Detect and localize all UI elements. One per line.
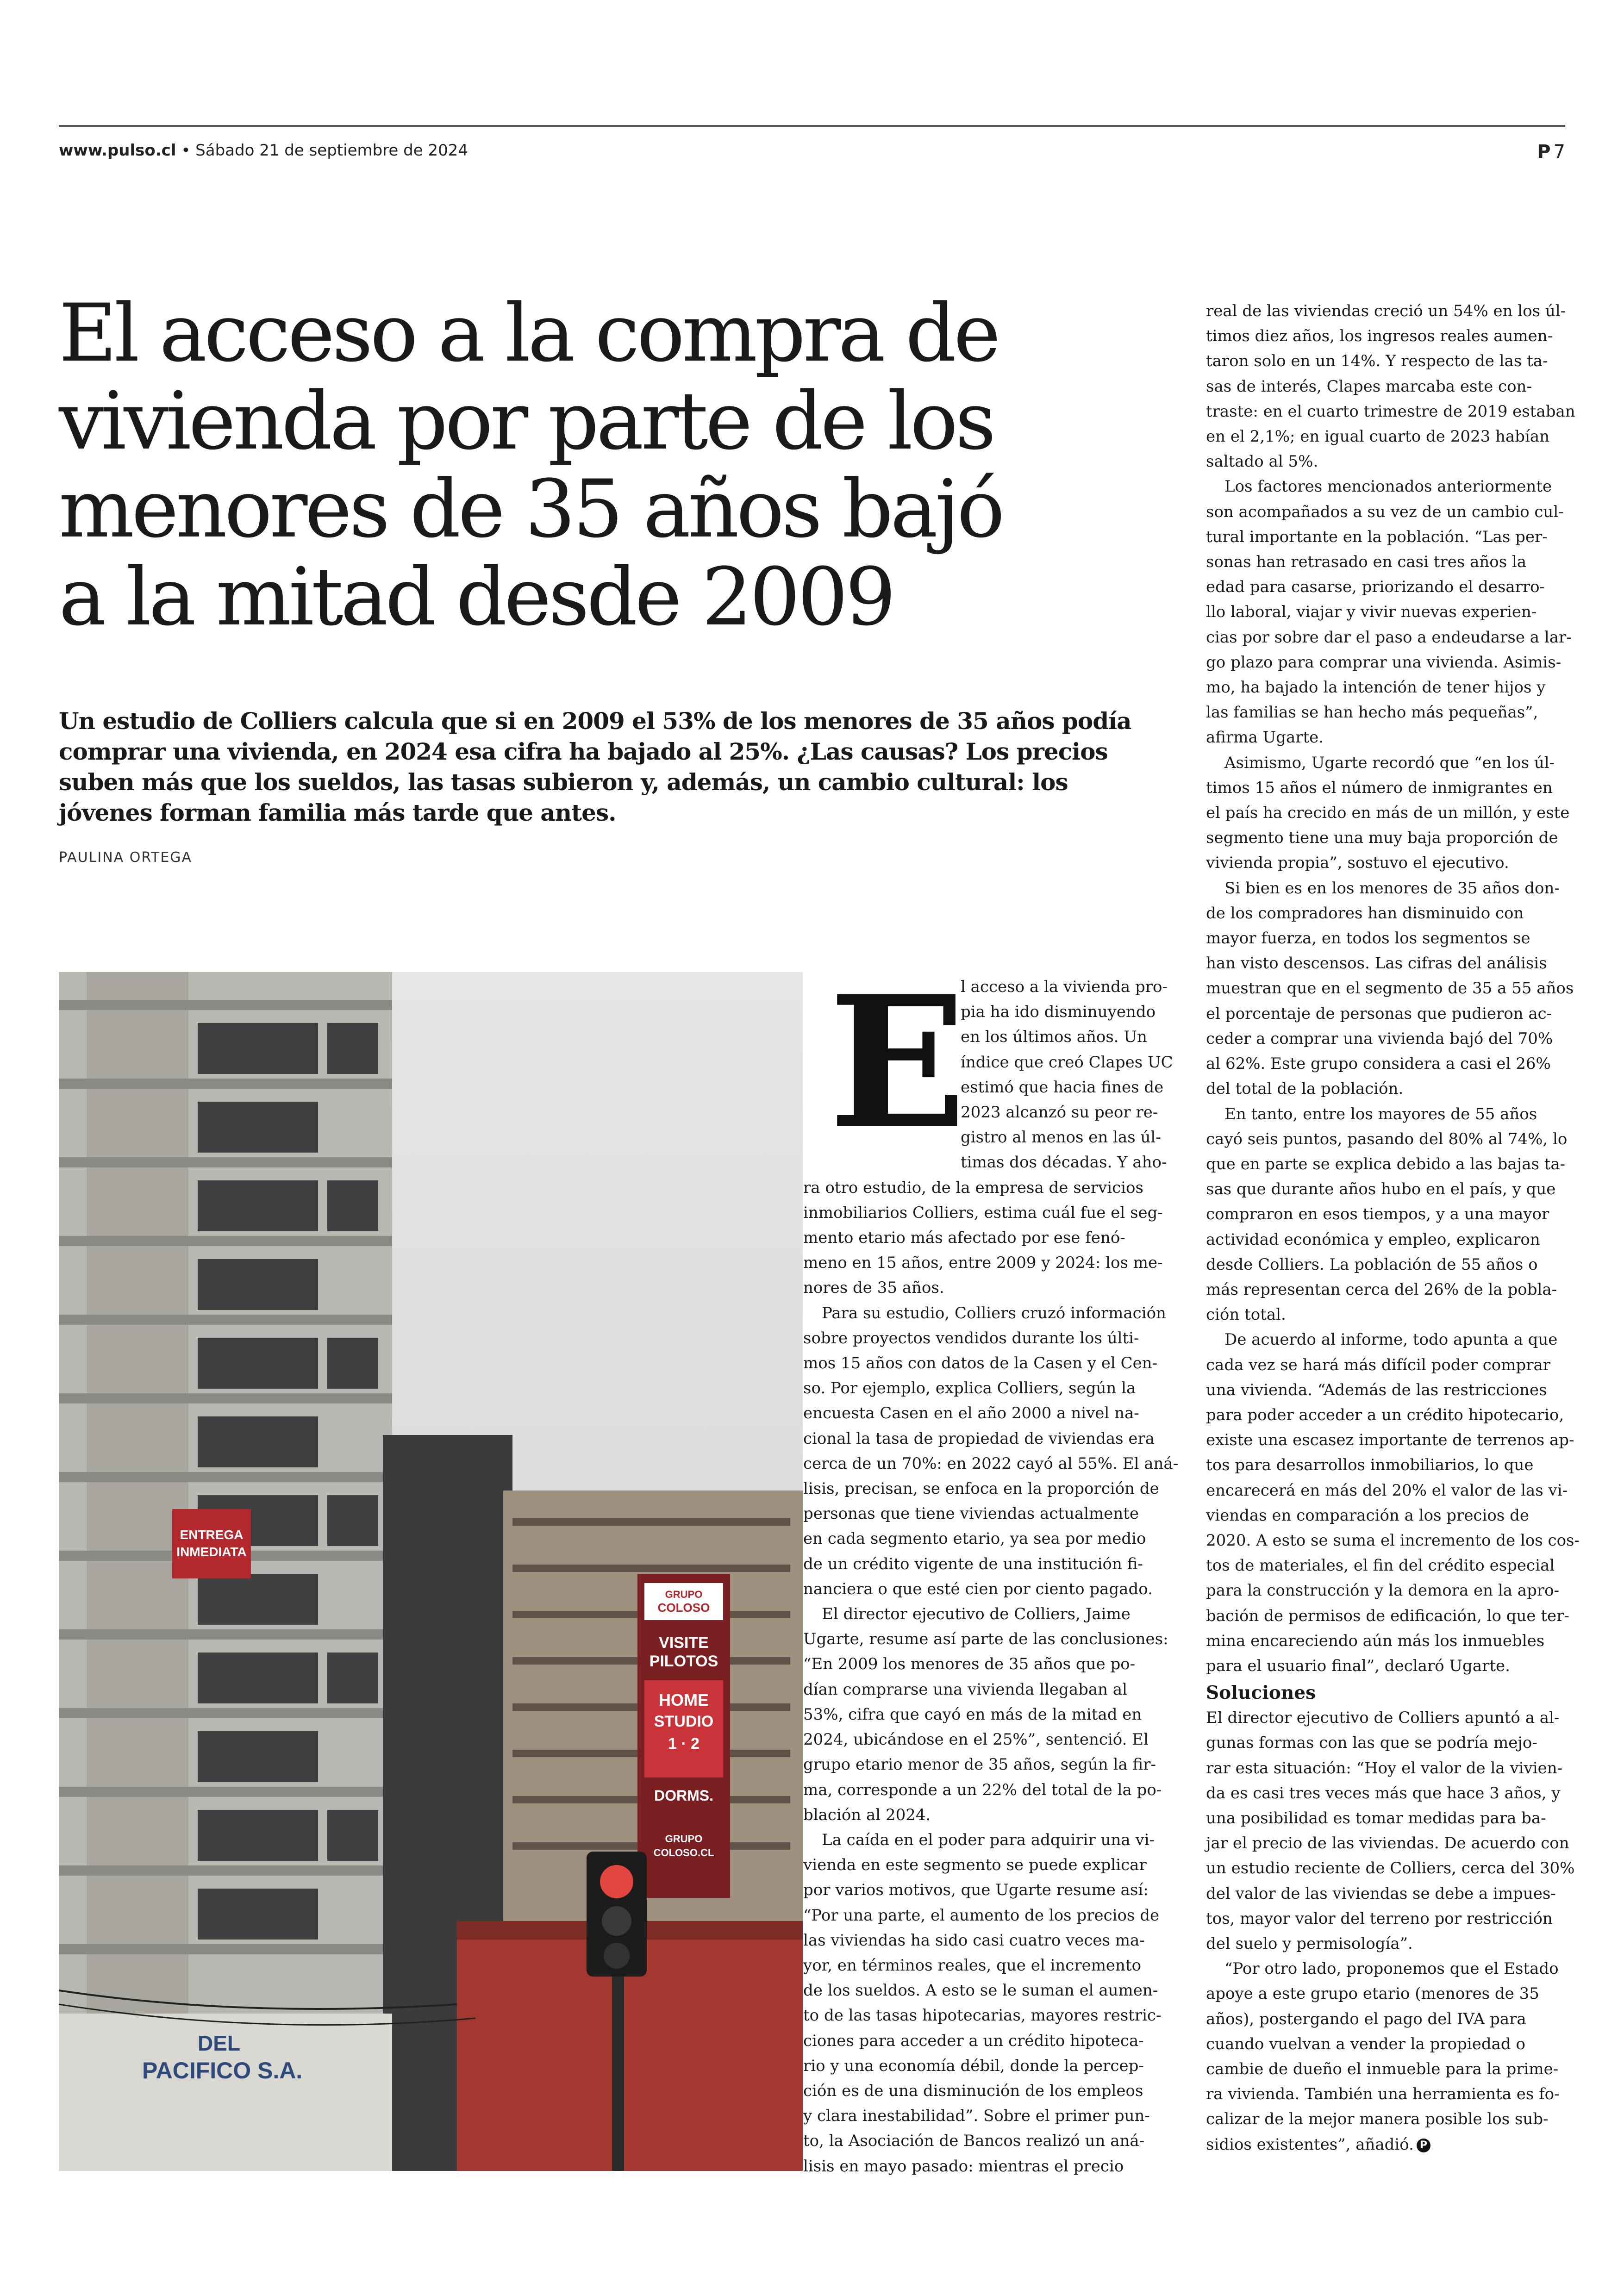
text-line: tos para desarrollos inmobiliarios, lo que — [1206, 1456, 1534, 1475]
text-line: Si bien es en los menores de 35 años don- — [1224, 879, 1560, 898]
text-line: calizar de la mejor manera posible los sub- — [1206, 2110, 1549, 2129]
photo-sign-text: PACIFICO S.A. — [142, 2058, 303, 2083]
text-line: mayor fuerza, en todos los segmentos se — [1206, 929, 1530, 948]
headline-line: vivienda por parte de los — [59, 374, 993, 468]
text-line: Ugarte, resume así parte de las conclusiones: — [803, 1630, 1168, 1649]
text-line: y clara inestabilidad”. Sobre el primer pun- — [803, 2107, 1150, 2126]
text-line: 2020. A esto se suma el incremento de los cos- — [1206, 1531, 1580, 1550]
text-line: dían comprarse una vivienda llegaban al — [803, 1680, 1127, 1699]
text-line: l acceso a la vivienda pro- — [961, 978, 1168, 996]
text-line: ción es de una disminución de los empleos — [803, 2081, 1143, 2100]
text-line: En tanto, entre los mayores de 55 años — [1224, 1104, 1537, 1123]
lead-line: comprar una vivienda, en 2024 esa cifra ha bajado al 25%. ¿Las causas? Los precios — [59, 738, 1108, 765]
body-paragraph — [1206, 876, 1572, 1102]
text-line: apoye a este grupo etario (menores de 35 — [1206, 1984, 1539, 2003]
photo-sign-text: DORMS. — [654, 1787, 713, 1804]
body-paragraph — [1206, 299, 1575, 474]
text-line: tural importante en la población. “Las per- — [1206, 527, 1548, 546]
text-line: de los compradores han disminuido con — [1206, 904, 1524, 923]
photo-sign-text: HOME — [659, 1690, 709, 1709]
end-mark-icon: P — [1417, 2139, 1430, 2152]
text-line: so. Por ejemplo, explica Colliers, según la — [803, 1379, 1136, 1398]
text-line: una vivienda. “Además de las restricciones — [1206, 1380, 1547, 1399]
text-line: mos 15 años con datos de la Casen y el Cen- — [803, 1354, 1158, 1373]
article-photo — [59, 972, 803, 2171]
body-paragraph — [1206, 1327, 1580, 1678]
text-line: al 62%. Este grupo considera a casi el 26% — [1206, 1054, 1551, 1073]
site-url[interactable]: www.pulso.cl — [59, 141, 176, 160]
text-line: segmento tiene una muy baja proporción de — [1206, 829, 1558, 848]
text-line: pia ha ido disminuyendo — [961, 1003, 1156, 1022]
text-line: go plazo para comprar una vivienda. Asimis- — [1206, 653, 1562, 672]
text-line: bación de permisos de edificación, lo que ter- — [1206, 1606, 1569, 1625]
body-column-1 — [803, 956, 1179, 2179]
text-line: La caída en el poder para adquirir una vi- — [822, 1830, 1155, 1849]
text-line: ra vivienda. También una herramienta es fo- — [1206, 2085, 1560, 2104]
text-line: rar esta situación: “Hoy el valor de la vivien- — [1206, 1759, 1563, 1777]
text-line: to, la Asociación de Bancos realizó un aná- — [803, 2132, 1145, 2151]
text-line: “Por una parte, el aumento de los precios de — [803, 1906, 1160, 1925]
text-line: viendas en comparación a los precios de — [1206, 1506, 1529, 1525]
text-line: años), postergando el pago del IVA para — [1206, 2009, 1526, 2028]
text-line: gistro al menos en las úl- — [961, 1128, 1161, 1147]
text-line: en cada segmento etario, ya sea por medio — [803, 1529, 1146, 1548]
text-line: grupo etario menor de 35 años, según la fir- — [803, 1755, 1156, 1774]
photo-sign-text: ENTREGA — [180, 1528, 244, 1542]
header-rule — [59, 125, 1565, 127]
text-line: sidios existentes”, añadió. — [1206, 2135, 1414, 2154]
photo-sign-text: GRUPO — [665, 1589, 703, 1600]
text-line: compraron en esos tiempos, y a una mayor — [1206, 1205, 1549, 1224]
photo-sign-text: DEL — [198, 2031, 240, 2055]
text-line: para la construcción y la demora en la apro- — [1206, 1581, 1560, 1600]
text-line: en los últimos años. Un — [961, 1028, 1147, 1047]
text-line: “En 2009 los menores de 35 años que po- — [803, 1655, 1136, 1674]
folio-right — [1537, 141, 1565, 162]
photo-sign-text: COLOSO — [657, 1601, 710, 1615]
text-line: encuesta Casen en el año 2000 a nivel na- — [803, 1404, 1139, 1423]
text-line: real de las viviendas creció un 54% en los úl- — [1206, 302, 1566, 320]
text-line: yor, en términos reales, que el incremento — [803, 1956, 1142, 1975]
text-line: cuando vuelvan a vender la propiedad o — [1206, 2034, 1525, 2053]
text-line: to de las tasas hipotecarias, mayores restric- — [803, 2006, 1162, 2025]
text-line: de un crédito vigente de una institución fi- — [803, 1554, 1143, 1573]
text-line: El director ejecutivo de Colliers, Jaime — [822, 1605, 1131, 1624]
photo-sign-text: PILOTOS — [649, 1653, 718, 1670]
text-line: actividad económica y empleo, explicaron — [1206, 1230, 1540, 1249]
text-line: sobre proyectos vendidos durante los últi- — [803, 1328, 1139, 1347]
text-line: Asimismo, Ugarte recordó que “en los úl- — [1224, 753, 1555, 772]
text-line: timos 15 años el número de inmigrantes en — [1206, 778, 1553, 797]
byline: PAULINA ORTEGA — [59, 849, 193, 866]
lead-line: Un estudio de Colliers calcula que si en 2009 el 53% de los menores de 35 años podía — [59, 707, 1131, 735]
text-line: del valor de las viviendas se debe a impues- — [1206, 1884, 1556, 1903]
text-line: para el usuario final”, declaró Ugarte. — [1206, 1656, 1510, 1675]
text-line: del suelo y permisología”. — [1206, 1934, 1413, 1953]
text-line: tos, mayor valor del terreno por restricción — [1206, 1909, 1553, 1928]
body-paragraph — [803, 1602, 1179, 1827]
text-line: cias por sobre dar el paso a endeudarse a lar- — [1206, 628, 1572, 647]
lead-paragraph — [59, 706, 1179, 828]
text-line: cayó seis puntos, pasando del 80% al 74%, lo — [1206, 1129, 1568, 1148]
text-line: meno en 15 años, entre 2009 y 2024: los me- — [803, 1254, 1163, 1272]
headline-line: menores de 35 años bajó — [59, 462, 1002, 555]
text-line: El director ejecutivo de Colliers apuntó a al- — [1206, 1709, 1560, 1727]
text-line: por varios motivos, que Ugarte resume así: — [803, 1881, 1149, 1900]
body-paragraph — [803, 1827, 1179, 2179]
text-line: nores de 35 años. — [803, 1278, 944, 1297]
text-line: más representan cerca del 26% de la pobla- — [1206, 1280, 1557, 1299]
page-mark: P — [1537, 141, 1551, 162]
text-line: que en parte se explica debido a las bajas ta- — [1206, 1154, 1566, 1173]
text-line: vivienda propia”, sostuvo el ejecutivo. — [1206, 854, 1509, 873]
text-line: da es casi tres veces más que hace 3 años, y — [1206, 1784, 1561, 1802]
body-paragraph — [1206, 750, 1572, 876]
headline-line: a la mitad desde 2009 — [59, 550, 893, 643]
text-line: De acuerdo al informe, todo apunta a que — [1224, 1330, 1558, 1349]
text-line: existe una escasez importante de terrenos ap- — [1206, 1431, 1574, 1450]
text-line: un estudio reciente de Colliers, cerca del 30% — [1206, 1859, 1575, 1878]
text-line: inmobiliarios Colliers, estima cuál fue el seg- — [803, 1203, 1163, 1222]
text-line: sas de interés, Clapes marcaba este con- — [1206, 377, 1532, 396]
text-line: ceder a comprar una vivienda bajó del 70% — [1206, 1029, 1553, 1048]
lead-line: jóvenes forman familia más tarde que antes. — [59, 799, 616, 826]
text-line: muestran que en el segmento de 35 a 55 años — [1206, 979, 1574, 998]
photo-sign-text: VISITE — [659, 1634, 709, 1652]
text-line: jar el precio de las viviendas. De acuerdo con — [1206, 1834, 1569, 1853]
body-paragraph — [803, 956, 1179, 1301]
text-line: ciones para acceder a un crédito hipoteca- — [803, 2031, 1144, 2050]
photo-sign-text: COLOSO.CL — [653, 1847, 714, 1858]
text-line: afirma Ugarte. — [1206, 728, 1324, 747]
text-line: una posibilidad es tomar medidas para ba- — [1206, 1809, 1546, 1827]
text-line: para poder acceder a un crédito hipotecario, — [1206, 1405, 1564, 1424]
text-line: estimó que hacia fines de — [961, 1078, 1164, 1097]
drop-cap: E — [829, 956, 967, 1168]
text-line: en el 2,1%; en igual cuarto de 2023 habían — [1206, 427, 1549, 446]
text-line: edad para casarse, priorizando el desarro- — [1206, 578, 1545, 597]
text-line: timos diez años, los ingresos reales aumen- — [1206, 327, 1553, 346]
text-line: timas dos décadas. Y aho- — [961, 1153, 1167, 1172]
subhead: Soluciones — [1206, 1682, 1316, 1704]
text-line: nanciera o que esté cien por ciento pagado. — [803, 1579, 1153, 1598]
text-line: el porcentaje de personas que pudieron ac- — [1206, 1004, 1552, 1023]
text-line: del total de la población. — [1206, 1079, 1404, 1098]
body-column-2 — [1206, 299, 1580, 2157]
text-line: blación al 2024. — [803, 1805, 931, 1824]
body-paragraph — [1206, 1102, 1572, 1328]
text-line: cerca de un 70%: en 2022 cayó al 55%. El aná- — [803, 1454, 1179, 1473]
text-line: lisis, precisan, se enfoca en la proporción de — [803, 1479, 1159, 1498]
text-line: cada vez se hará más difícil poder comprar — [1206, 1355, 1551, 1374]
text-line: mento etario más afectado por ese fenó- — [803, 1229, 1125, 1247]
text-line: ma, corresponde a un 22% del total de la po- — [803, 1780, 1162, 1799]
text-line: sas que durante años hubo en el país, y que — [1206, 1180, 1556, 1199]
body-paragraph — [1206, 1956, 1572, 2157]
body-paragraph — [1206, 1705, 1575, 1956]
text-line: ra otro estudio, de la empresa de servicios — [803, 1178, 1143, 1197]
folio-left — [59, 141, 468, 160]
text-line: ción total. — [1206, 1305, 1286, 1324]
text-line: desde Colliers. La población de 55 años o — [1206, 1255, 1538, 1274]
text-line: rio y una economía débil, donde la percep- — [803, 2056, 1144, 2075]
text-line: gunas formas con las que se podría mejo- — [1206, 1734, 1537, 1752]
body-paragraph — [1206, 474, 1572, 750]
body-paragraph — [803, 1301, 1179, 1602]
photo-sign-text: STUDIO — [654, 1713, 714, 1730]
photo-sign-text: 1 · 2 — [668, 1735, 700, 1752]
text-line: Los factores mencionados anteriormente — [1224, 477, 1552, 496]
text-line: las familias se han hecho más pequeñas”, — [1206, 703, 1538, 722]
text-line: llo laboral, viajar y vivir nuevas experien- — [1206, 603, 1537, 622]
page-number: 7 — [1553, 141, 1565, 162]
lead-line: suben más que los sueldos, las tasas subieron y, además, un cambio cultural: los — [59, 768, 1068, 796]
text-line: encarecerá en más del 20% el valor de las vi- — [1206, 1481, 1568, 1500]
text-line: cambie de dueño el inmueble para la prime- — [1206, 2060, 1559, 2079]
text-line: de los sueldos. A esto se le suman el aumen- — [803, 1981, 1158, 2000]
text-line: traste: en el cuarto trimestre de 2019 estaban — [1206, 402, 1575, 421]
text-line: 53%, cifra que cayó en más de la mitad en — [803, 1705, 1142, 1724]
text-line: han visto descensos. Las cifras del análisis — [1206, 954, 1547, 973]
text-line: personas que tiene viviendas actualmente — [803, 1504, 1139, 1523]
text-line: las viviendas ha sido casi cuatro veces ma- — [803, 1931, 1145, 1950]
headline-line: El acceso a la compra de — [59, 287, 998, 380]
text-line: lisis en mayo pasado: mientras el precio — [803, 2157, 1124, 2176]
text-line: mina encareciendo aún más los inmuebles — [1206, 1631, 1545, 1650]
text-line: 2023 alcanzó su peor re- — [961, 1103, 1158, 1122]
text-line: son acompañados a su vez de un cambio cul- — [1206, 502, 1564, 521]
photo-sign-text: INMEDIATA — [176, 1545, 247, 1559]
text-line: sonas han retrasado en casi tres años la — [1206, 553, 1527, 572]
headline — [59, 289, 1161, 641]
photo-sign-text: GRUPO — [665, 1833, 703, 1845]
text-line: “Por otro lado, proponemos que el Estado — [1224, 1959, 1559, 1978]
photo-illustration — [59, 972, 803, 2171]
text-line: tos de materiales, el fin del crédito especial — [1206, 1556, 1555, 1575]
text-line-with-end-mark — [1206, 2132, 1572, 2157]
text-line: 2024, ubicándose en el 25%”, sentenció. El — [803, 1730, 1149, 1749]
issue-date: • Sábado 21 de septiembre de 2024 — [181, 141, 468, 160]
text-line: Para su estudio, Colliers cruzó información — [822, 1303, 1166, 1322]
text-line: el país ha crecido en más de un millón, y este — [1206, 804, 1570, 823]
text-line: vienda en este segmento se puede explicar — [803, 1856, 1147, 1875]
text-line: cional la tasa de propiedad de viviendas era — [803, 1429, 1155, 1448]
text-line: saltado al 5%. — [1206, 452, 1318, 471]
text-line: índice que creó Clapes UC — [961, 1053, 1173, 1072]
text-line: taron solo en un 14%. Y respecto de las ta- — [1206, 352, 1548, 371]
text-line: mo, ha bajado la intención de tener hijos y — [1206, 678, 1546, 697]
